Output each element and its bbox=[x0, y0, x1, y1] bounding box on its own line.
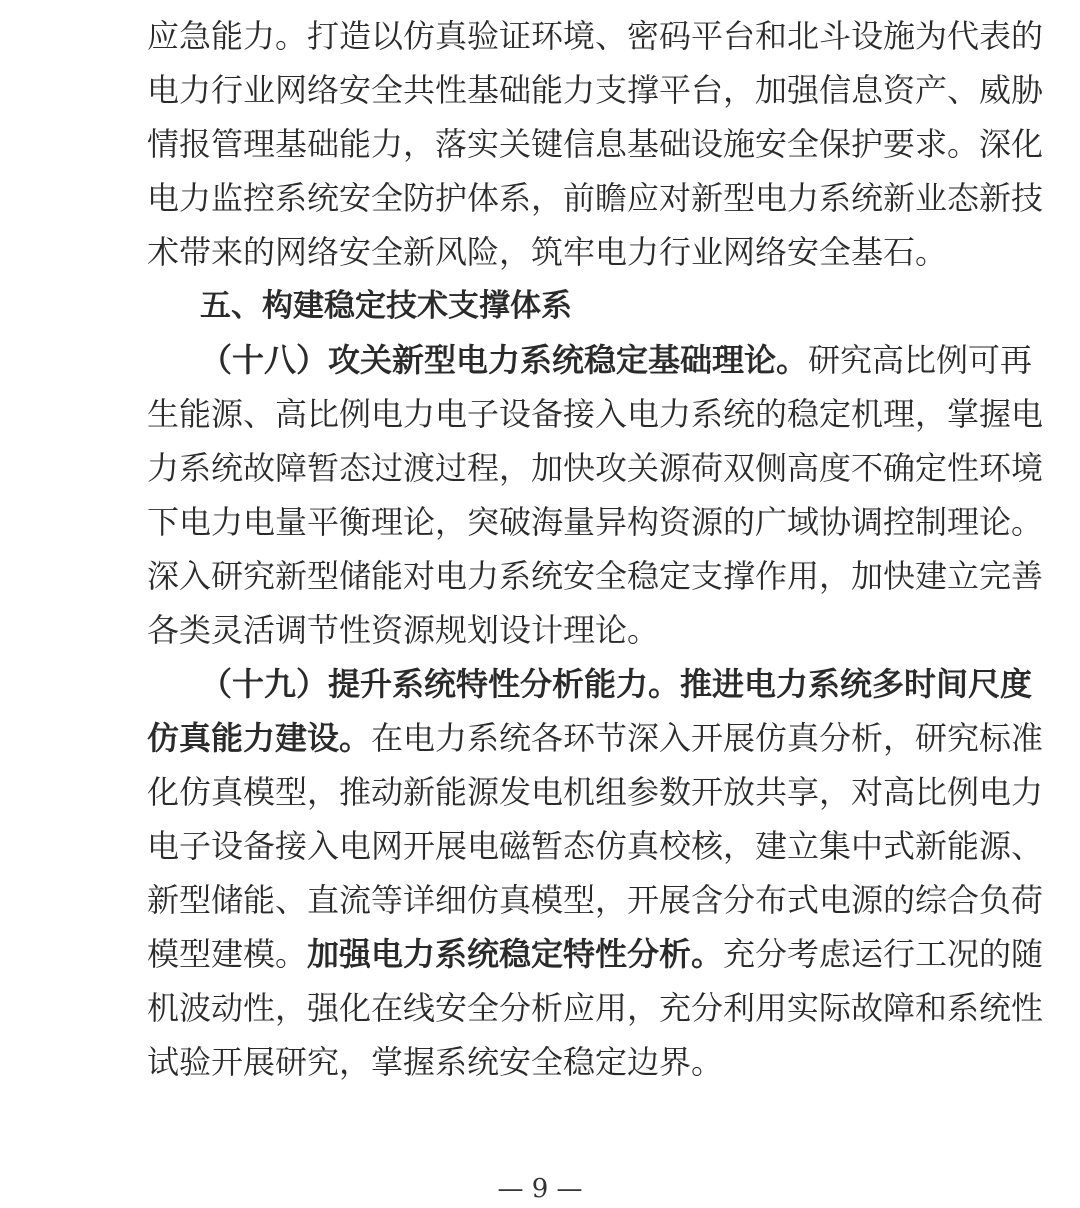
item-19-bold-end: 仿真能力建设。 bbox=[147, 719, 372, 757]
paragraph-line: 术带来的网络安全新风险，筑牢电力行业网络安全基石。 bbox=[147, 233, 948, 271]
item-18-first-line bbox=[200, 340, 1033, 380]
item-19-first-line bbox=[200, 664, 1033, 704]
paragraph-line: 应急能力。打造以仿真验证环境、密码平台和北斗设施为代表的 bbox=[147, 17, 1044, 55]
item-18-bold-lead: （十八）攻关新型电力系统稳定基础理论。 bbox=[200, 341, 809, 379]
paragraph-line: 新型储能、直流等详细仿真模型，开展含分布式电源的综合负荷 bbox=[147, 881, 1044, 919]
paragraph-line: 深入研究新型储能对电力系统安全稳定支撑作用，加快建立完善 bbox=[147, 557, 1044, 595]
item-18-first-line-rest: 研究高比例可再 bbox=[808, 341, 1033, 379]
item-19-bold-lead: （十九）提升系统特性分析能力。 bbox=[200, 665, 681, 703]
paragraph-line: 电力行业网络安全共性基础能力支撑平台，加强信息资产、威胁 bbox=[147, 71, 1044, 109]
page-number: — 9 — bbox=[497, 1174, 583, 1204]
item-19-second-line-rest: 在电力系统各环节深入开展仿真分析，研究标准 bbox=[371, 719, 1044, 757]
paragraph-line: 机波动性，强化在线安全分析应用，充分利用实际故障和系统性 bbox=[147, 989, 1044, 1027]
item-19-mixed-suffix: 充分考虑运行工况的随 bbox=[723, 935, 1044, 973]
paragraph-line: 电子设备接入电网开展电磁暂态仿真校核，建立集中式新能源、 bbox=[147, 827, 1044, 865]
item-19-second-line bbox=[147, 718, 1044, 758]
paragraph-line: 力系统故障暂态过渡过程，加快攻关源荷双侧高度不确定性环境 bbox=[147, 449, 1044, 487]
item-19-bold-mid: 加强电力系统稳定特性分析。 bbox=[307, 935, 724, 973]
paragraph-line: 情报管理基础能力，落实关键信息基础设施安全保护要求。深化 bbox=[147, 125, 1044, 163]
paragraph-line: 下电力电量平衡理论，突破海量异构资源的广域协调控制理论。 bbox=[147, 503, 1044, 541]
item-19-mixed-prefix: 模型建模。 bbox=[147, 935, 308, 973]
paragraph-line: 生能源、高比例电力电子设备接入电力系统的稳定机理，掌握电 bbox=[147, 395, 1044, 433]
item-19-bold-continued: 推进电力系统多时间尺度 bbox=[680, 665, 1033, 703]
paragraph-line: 电力监控系统安全防护体系，前瞻应对新型电力系统新业态新技 bbox=[147, 179, 1044, 217]
paragraph-line: 化仿真模型，推动新能源发电机组参数开放共享，对高比例电力 bbox=[147, 773, 1044, 811]
section-heading: 五、构建稳定技术支撑体系 bbox=[200, 288, 572, 324]
item-19-mixed-line bbox=[147, 934, 1044, 974]
paragraph-line: 各类灵活调节性资源规划设计理论。 bbox=[147, 611, 660, 649]
paragraph-line: 试验开展研究，掌握系统安全稳定边界。 bbox=[147, 1043, 724, 1081]
